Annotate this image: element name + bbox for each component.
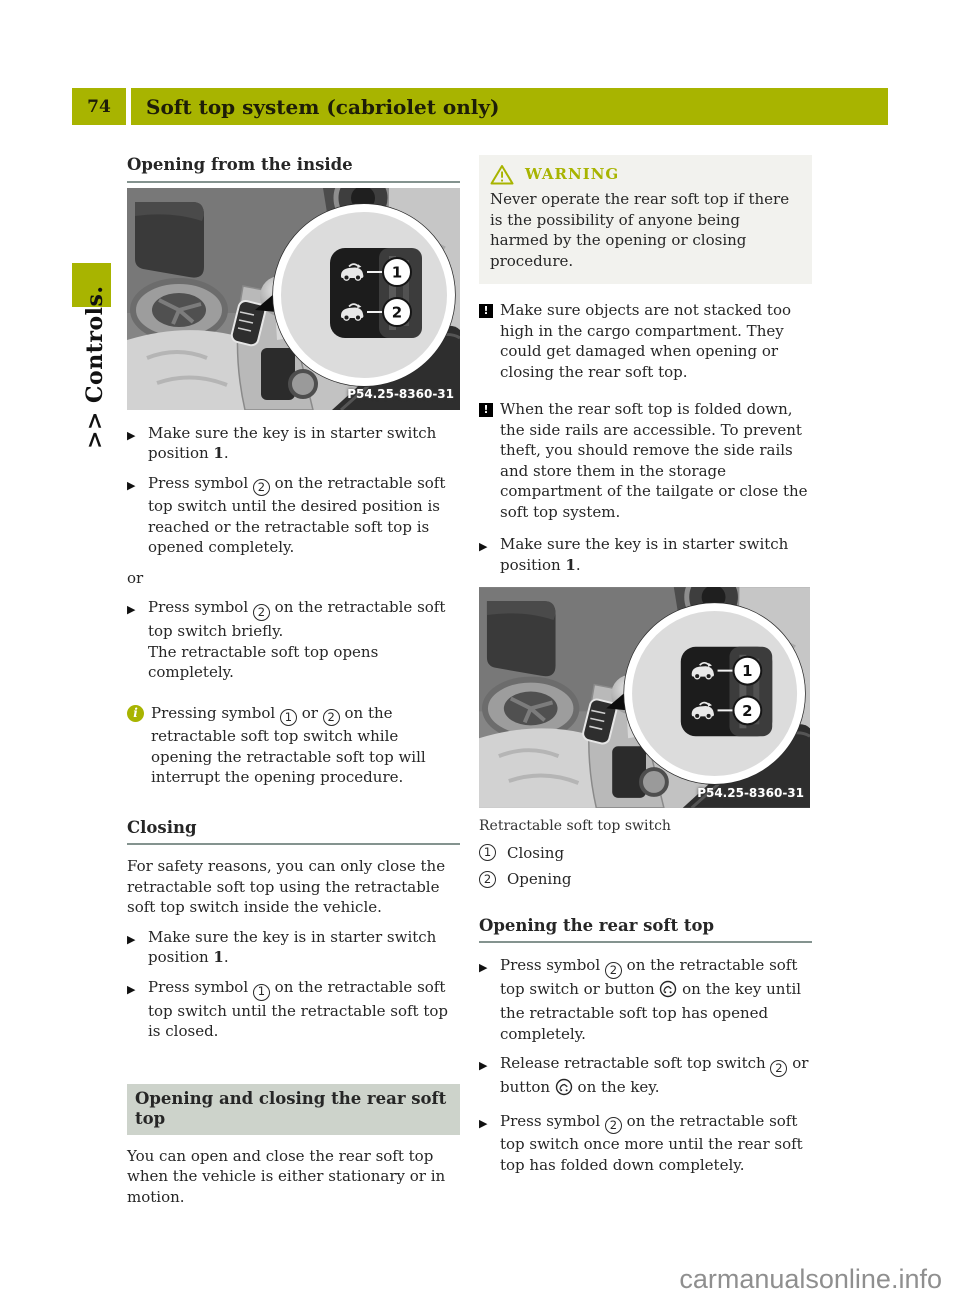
step-bullet-icon: ▶ (127, 982, 136, 996)
warning-title: WARNING (525, 165, 620, 184)
warning-triangle-icon (490, 164, 514, 185)
step-bullet-icon: ▶ (479, 540, 488, 553)
step-item (479, 1053, 812, 1101)
section-heading-rear-soft-top-box: Opening and closing the rear soft top (127, 1084, 460, 1135)
attention-text: Make sure objects are not stacked too high in the cargo compartment. They could get damaged when opening or closing the rear soft top. (500, 301, 792, 381)
step-text: Press symbol 2 on the retractable soft top switch briefly. (148, 598, 446, 640)
figure-label: P54.25-8360-31 (347, 387, 454, 401)
warning-box (479, 155, 812, 284)
step-bullet-icon: ▶ (127, 932, 136, 946)
step-text: Make sure the key is in starter switch position 1. (500, 535, 789, 574)
info-note (127, 703, 460, 788)
step-text: Press symbol 1 on the retractable soft top switch until the retractable soft top is closed. (148, 977, 449, 1040)
attention-note (479, 399, 812, 522)
step-item (479, 1111, 812, 1176)
step-item (479, 955, 812, 1044)
step-bullet-icon: ▶ (127, 428, 136, 442)
circled-number: 1 (280, 709, 297, 726)
attention-icon: ! (479, 403, 493, 417)
console-switch-photo (479, 587, 810, 808)
key-roof-button-icon (555, 1078, 573, 1102)
caption-item (479, 869, 812, 890)
step-text: Make sure the key is in starter switch position 1. (148, 927, 437, 967)
circled-number: 1 (479, 844, 496, 861)
warning-text: Never operate the rear soft top if there is the possibility of anyone being harmed by the opening or closing procedure. (490, 190, 790, 270)
section-heading-opening-inside: Opening from the inside (127, 155, 460, 183)
step-text: Press symbol 2 on the retractable soft top switch or button on the key until the retractable soft top has opened completely. (500, 956, 802, 1043)
step-bullet-icon: ▶ (127, 478, 136, 492)
info-text: Pressing symbol 1 or 2 on the retractable soft top switch while opening the retractable soft top will interrupt the opening procedure. (151, 703, 426, 787)
step-item (479, 534, 812, 575)
step-text: Make sure the key is in starter switch position 1. (148, 423, 437, 462)
or-connector: or (127, 568, 144, 587)
key-roof-button-icon (659, 980, 677, 1004)
console-switch-photo (127, 188, 460, 410)
circled-number: 2 (253, 604, 270, 621)
figure-label: P54.25-8360-31 (697, 785, 804, 800)
page-header-bar (72, 88, 888, 125)
step-bullet-icon: ▶ (479, 1116, 488, 1130)
step-text: Press symbol 2 on the retractable soft top switch once more until the rear soft top has folded down completely. (500, 1111, 803, 1174)
console-switch-illustration (127, 188, 460, 410)
step-result-text: The retractable soft top opens completely. (148, 642, 379, 681)
chapter-spine-label: >> Controls. (82, 285, 108, 449)
step-item (127, 473, 460, 558)
page-number: 74 (72, 88, 126, 125)
page-title: Soft top system (cabriolet only) (131, 88, 888, 125)
warning-header (490, 164, 801, 185)
step-bullet-icon: ▶ (479, 1059, 488, 1073)
step-bullet-icon: ▶ (479, 961, 488, 974)
section-heading-opening-rear: Opening the rear soft top (479, 916, 812, 944)
watermark: carmanualsonline.info (679, 1264, 942, 1294)
step-text: Release retractable soft top switch 2 or button on the key. (500, 1054, 808, 1096)
column-left (127, 155, 460, 1207)
circled-number: 2 (323, 709, 340, 726)
caption-title: Retractable soft top switch (479, 818, 671, 834)
info-icon: i (127, 705, 144, 722)
rear-box-intro-text: You can open and close the rear soft top when the vehicle is either stationary or in motion. (127, 1146, 446, 1206)
circled-number: 2 (770, 1060, 787, 1077)
console-switch-illustration (479, 587, 810, 808)
circled-number: 1 (253, 984, 270, 1001)
column-right (479, 155, 812, 1175)
step-text: Press symbol 2 on the retractable soft top switch until the desired position is reached or the retractable soft top is opened completely. (148, 473, 446, 557)
step-bullet-icon: ▶ (127, 603, 136, 617)
circled-number: 2 (605, 962, 622, 979)
circled-number: 2 (605, 1117, 622, 1134)
step-item (127, 597, 460, 682)
step-item (127, 927, 460, 968)
circled-number: 2 (479, 871, 496, 888)
step-item (127, 977, 460, 1042)
attention-note (479, 300, 812, 382)
attention-icon: ! (479, 304, 493, 318)
caption-label: Opening (507, 870, 572, 888)
caption-item (479, 843, 812, 864)
circled-number: 2 (253, 479, 270, 496)
section-heading-closing: Closing (127, 818, 460, 846)
step-item (127, 423, 460, 464)
attention-text: When the rear soft top is folded down, the side rails are accessible. To prevent theft, you should remove the side rails and store them in the storage compartment of the tailgate or close the soft top system. (500, 400, 808, 521)
closing-intro-text: For safety reasons, you can only close the retractable soft top using the retractable soft top switch inside the vehicle. (127, 857, 446, 917)
caption-label: Closing (507, 843, 565, 862)
